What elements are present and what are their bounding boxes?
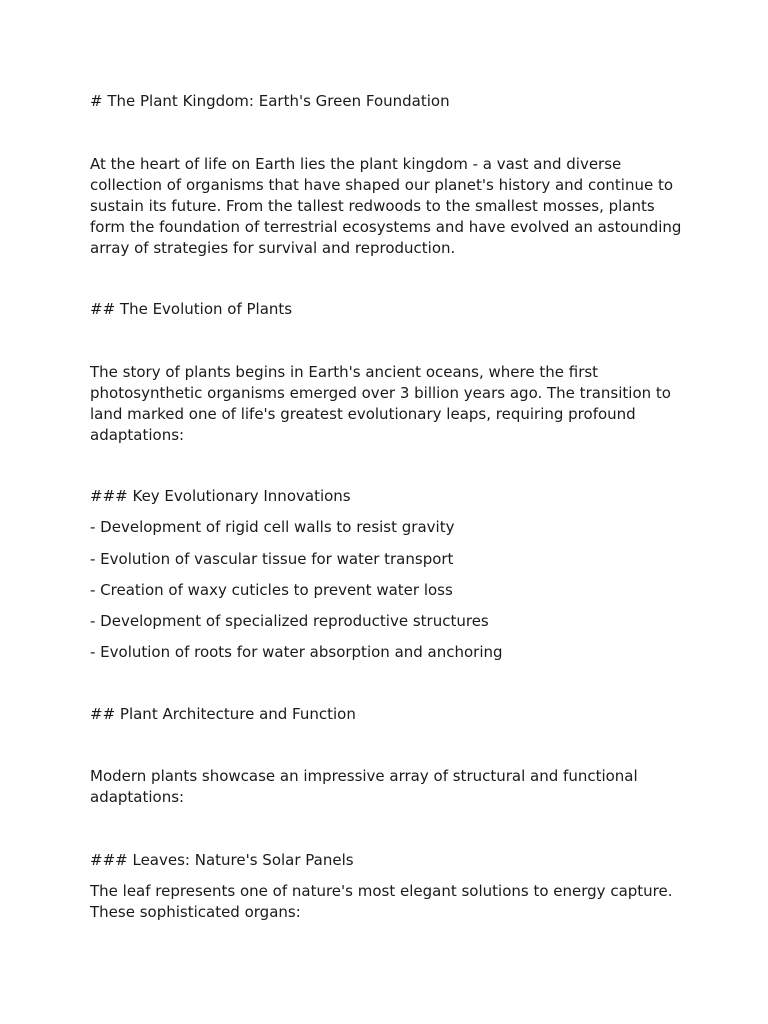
- architecture-paragraph: Modern plants showcase an impressive array of structural and functional adaptations:: [90, 767, 638, 806]
- subheading-innovations: ### Key Evolutionary Innovations: [90, 487, 351, 505]
- list-item: - Development of rigid cell walls to resist gravity: [90, 518, 455, 536]
- subheading-leaves: ### Leaves: Nature's Solar Panels: [90, 851, 354, 869]
- list-item: - Creation of waxy cuticles to prevent water loss: [90, 581, 453, 599]
- list-item: - Evolution of vascular tissue for water transport: [90, 550, 454, 568]
- intro-paragraph: At the heart of life on Earth lies the plant kingdom - a vast and diverse collection of organisms that have shaped our planet's history and continue to sustain its future. From the tallest redwoods to the smallest mosses, plants form the foundation of terrestrial ecosystems and have evolved an astounding array of strategies for survival and reproduction.: [90, 155, 682, 257]
- document-title: # The Plant Kingdom: Earth's Green Foundation: [90, 92, 450, 110]
- evolution-paragraph: The story of plants begins in Earth's ancient oceans, where the first photosynthetic organisms emerged over 3 billion years ago. The transition to land marked one of life's greatest evolutionary leaps, requiring profound adaptations:: [90, 363, 671, 444]
- leaves-paragraph: The leaf represents one of nature's most elegant solutions to energy capture. These sophisticated organs:: [90, 882, 673, 921]
- list-item: - Development of specialized reproductive structures: [90, 612, 489, 630]
- section-heading-evolution: ## The Evolution of Plants: [90, 300, 293, 318]
- section-heading-architecture: ## Plant Architecture and Function: [90, 705, 356, 723]
- list-item: - Evolution of roots for water absorption and anchoring: [90, 643, 503, 661]
